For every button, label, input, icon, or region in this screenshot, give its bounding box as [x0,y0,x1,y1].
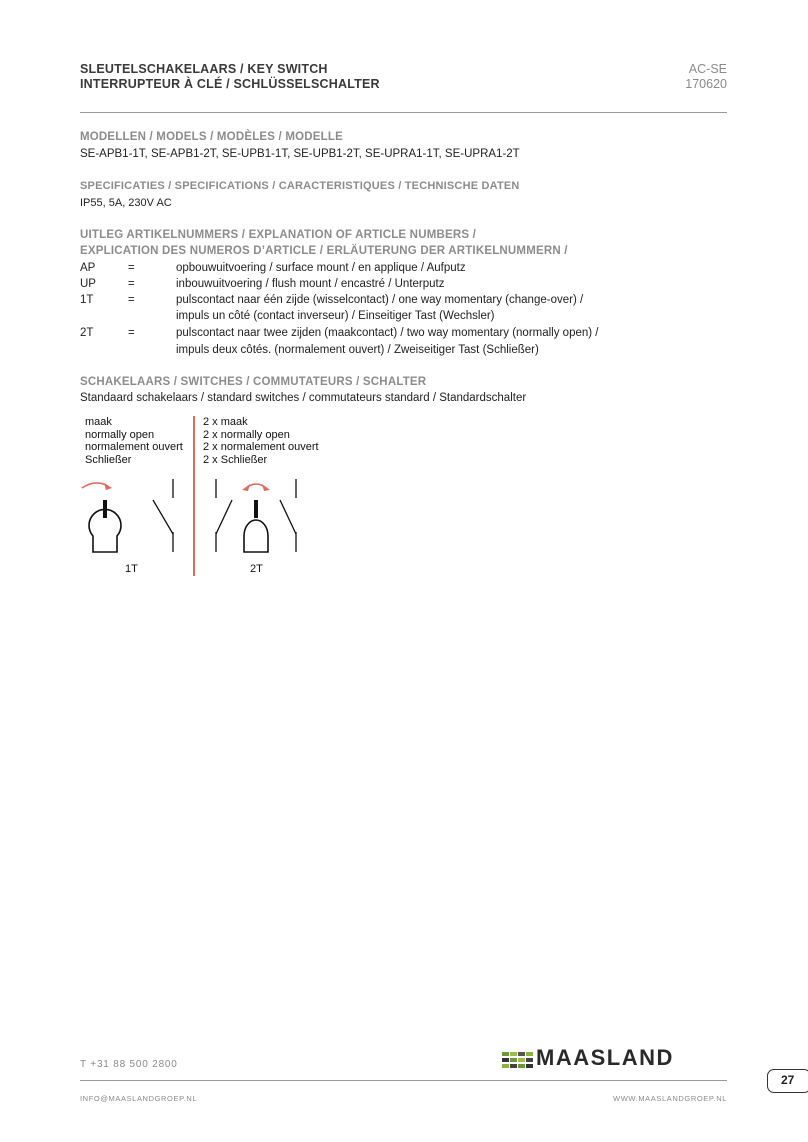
right-label-schliesser: 2 x Schließer [203,453,268,466]
caption-1t: 1T [125,563,138,575]
footer-phone: T +31 88 500 2800 [80,1059,178,1070]
footer-email[interactable]: INFO@MAASLANDGROEP.NL [80,1094,198,1103]
left-label-schliesser: Schließer [85,453,132,466]
contact-right-blade-icon [280,500,296,534]
switch-1t-diagram [76,474,186,554]
articles-title-line1: UITLEG ARTIKELNUMMERS / EXPLANATION OF ARTICLE NUMBERS / [80,229,477,241]
article-desc-ap: opbouwuitvoering / surface mount / en applique / Aufputz [176,262,466,274]
left-label-maak: maak [85,416,112,428]
footer-divider [80,1080,727,1081]
article-desc-2t-line1: pulscontact naar twee zijden (maakcontact) / two way momentary (normally open) / [176,327,599,339]
rotation-arrow-icon [82,483,108,488]
contact-left-blade-icon [216,500,232,534]
header-divider [80,112,727,113]
left-labels [85,416,183,466]
article-desc-1t-line1: pulscontact naar één zijde (wisselcontact) / one way momentary (change-over) / [176,294,584,306]
key-slot-icon [103,500,107,518]
arrow-head-right-icon [262,484,270,491]
specs-title: SPECIFICATIES / SPECIFICATIONS / CARACTERISTIQUES / TECHNISCHE DATEN [80,180,520,192]
article-eq-up: = [128,278,135,290]
models-title: MODELLEN / MODELS / MODÈLES / MODELLE [80,131,343,143]
header-code: AC-SE [688,62,727,76]
key-cylinder-icon [244,520,268,552]
page-number: 27 [767,1069,808,1093]
brand-logo-text: MAASLAND [536,1045,674,1070]
models-text: SE-APB1-1T, SE-APB1-2T, SE-UPB1-1T, SE-UPB1-2T, SE-UPRA1-1T, SE-UPRA1-2T [80,148,520,160]
diagram-divider [193,416,195,576]
header-title-line2: INTERRUPTEUR À CLÉ / SCHLÜSSELSCHALTER [80,77,380,91]
arrow-head-icon [104,483,112,490]
article-code-1t: 1T [80,294,94,306]
article-code-up: UP [80,278,96,290]
article-desc-up: inbouwuitvoering / flush mount / encastré / Unterputz [176,278,445,290]
header-title-line1: SLEUTELSCHAKELAARS / KEY SWITCH [80,62,328,76]
article-eq-ap: = [128,262,135,274]
header-date: 170620 [685,77,727,91]
left-label-normalement-ouvert: normalement ouvert [85,441,183,454]
article-eq-2t: = [128,327,135,339]
article-desc-2t-line2: impuls deux côtés. (normalement ouvert) / Zweiseitiger Tast (Schließer) [176,344,539,356]
switch-2t-diagram [208,474,308,554]
article-desc-1t-line2: impuls un côté (contact inverseur) / Einseitiger Tast (Wechsler) [176,310,495,322]
right-label-normalement-ouvert: 2 x normalement ouvert [203,441,319,454]
arrow-head-left-icon [242,484,250,491]
left-label-normally-open: normally open [85,428,155,441]
article-code-2t: 2T [80,327,94,339]
switches-title: SCHAKELAARS / SWITCHES / COMMUTATEURS / SCHALTER [80,376,427,388]
switches-subtitle: Standaard schakelaars / standard switches / commutateurs standard / Standardschalter [80,392,527,404]
article-eq-1t: = [128,294,135,306]
key-slot-icon [254,500,258,518]
footer-website[interactable]: WWW.MAASLANDGROEP.NL [613,1094,727,1103]
right-labels [203,416,319,466]
specs-text: IP55, 5A, 230V AC [80,197,172,209]
brand-logo-icon [502,1052,534,1068]
caption-2t: 2T [250,563,263,575]
articles-title-line2: EXPLICATION DES NUMEROS D’ARTICLE / ERLÄUTERUNG DER ARTIKELNUMMERN / [80,245,568,257]
contact-blade-icon [153,500,173,534]
right-label-maak: 2 x maak [203,416,248,428]
article-code-ap: AP [80,262,96,274]
right-label-normally-open: 2 x normally open [203,428,290,441]
